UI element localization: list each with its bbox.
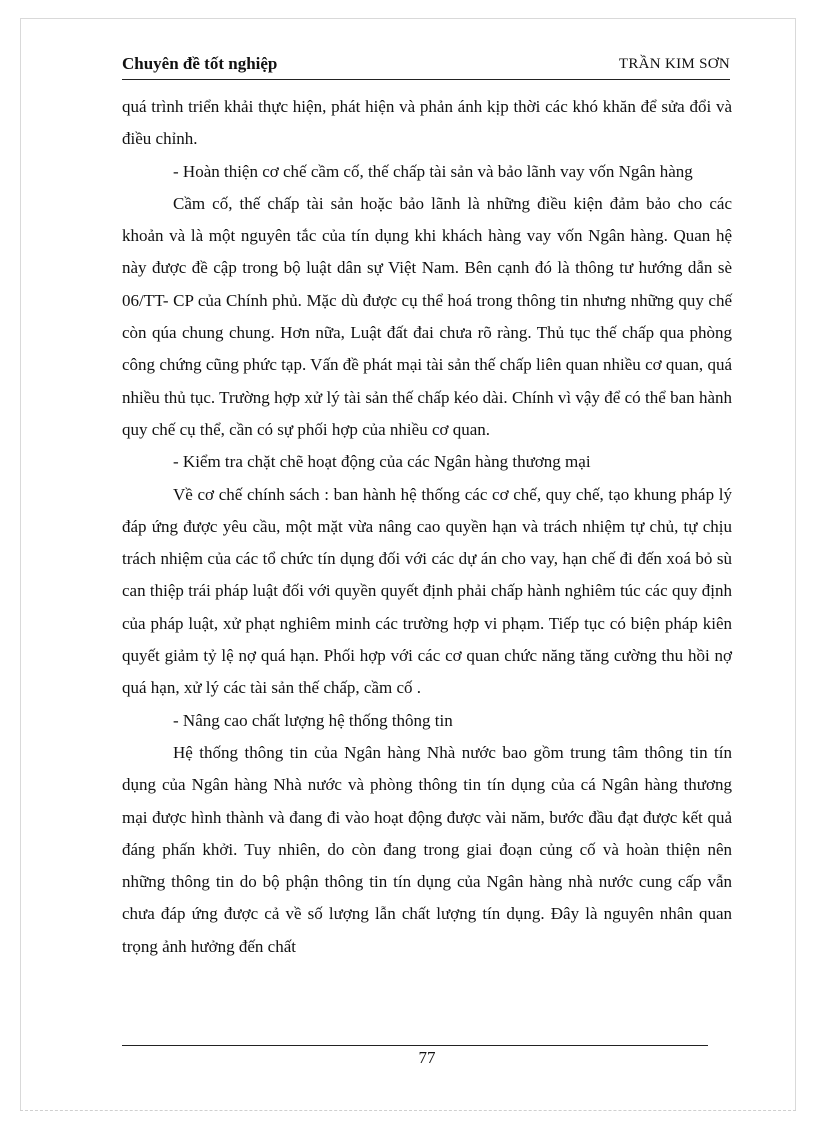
header-rule [122, 79, 730, 80]
paragraph-3: Hệ thống thông tin của Ngân hàng Nhà nước bao gồm trung tâm thông tin tín dụng của Ngân hàng Nhà nước và phòng thông tin tín dụng của cá Ngân hàng thương mại được hình thành và đang đi vào hoạt động được vài năm, bước đầu đạt được kết quả đáng phấn khởi. Tuy nhiên, do còn đang trong giai đoạn củng cố và hoàn thiện nên những thông tin do bộ phận thông tin tín dụng của Ngân hàng nhà nước cung cấp vẫn chưa đáp ứng được cả về số lượng lẫn chất lượng tín dụng. Đây là nguyên nhân quan trọng ảnh hưởng đến chất [122, 742, 732, 956]
page-border-left [20, 18, 21, 1110]
paragraph-1: Cầm cố, thế chấp tài sản hoặc bảo lãnh là những điều kiện đảm bảo cho các khoản và là một nguyên tắc của tín dụng khi khách hàng vay vốn Ngân hàng. Quan hệ này được đề cập trong bộ luật dân sự Việt Nam. Bên cạnh đó là thông tư hướng dẫn sè 06/TT- CP của Chính phủ. Mặc dù được cụ thể hoá trong thông tin nhưng những quy chế còn qúa chung chung. Hơn nữa, Luật đất đai chưa rõ ràng. Thủ tục thế chấp qua phòng công chứng cũng phức tạp. Vấn đề phát mại tài sản thế chấp liên quan nhiều cơ quan, quá nhiều thủ tục. Trường hợp xử lý tài sản thế chấp kéo dài. Chính vì vậy để có thể ban hành quy chế cụ thể, cần có sự phối hợp của nhiều cơ quan. [122, 193, 732, 439]
footer-rule [122, 1045, 708, 1046]
header-title: Chuyên đề tốt nghiệp [122, 54, 278, 73]
page-number: 77 [418, 1048, 436, 1067]
bullet-heading-2: - Kiểm tra chặt chẽ hoạt động của các Ngân hàng thương mại [173, 452, 591, 472]
header-author: TRẦN KIM SƠN [618, 56, 730, 72]
paragraph-continuation: quá trình triển khải thực hiện, phát hiện và phản ánh kịp thời các khó khăn để sửa đổi và điều chỉnh. [122, 97, 732, 149]
page-border-right [795, 18, 796, 1110]
page-border-bottom [20, 1110, 796, 1111]
body-text [122, 91, 732, 1031]
page-header [122, 54, 730, 76]
page-border-top [20, 18, 796, 19]
bullet-heading-1: - Hoàn thiện cơ chế cầm cố, thế chấp tài sản và bảo lãnh vay vốn Ngân hàng [173, 161, 693, 181]
bullet-heading-3: - Nâng cao chất lượng hệ thống thông tin [173, 710, 453, 730]
paragraph-2: Về cơ chế chính sách : ban hành hệ thống các cơ chế, quy chế, tạo khung pháp lý đáp ứng được yêu cầu, một mặt vừa nâng cao quyền hạn và trách nhiệm tự chủ, tự chịu trách nhiệm của các tổ chức tín dụng đối với các dự án cho vay, hạn chế đi đến xoá bỏ sù can thiệp trái pháp luật đối với quyền quyết định phải chấp hành nghiêm túc các quy định của pháp luật, xử phạt nghiêm minh các trường hợp vi phạm. Tiếp tục có biện pháp kiên quyết giảm tỷ lệ nợ quá hạn. Phối hợp với các cơ quan chức năng tăng cường thu hồi nợ quá hạn, xử lý các tài sản thế chấp, cầm cố . [122, 484, 732, 698]
